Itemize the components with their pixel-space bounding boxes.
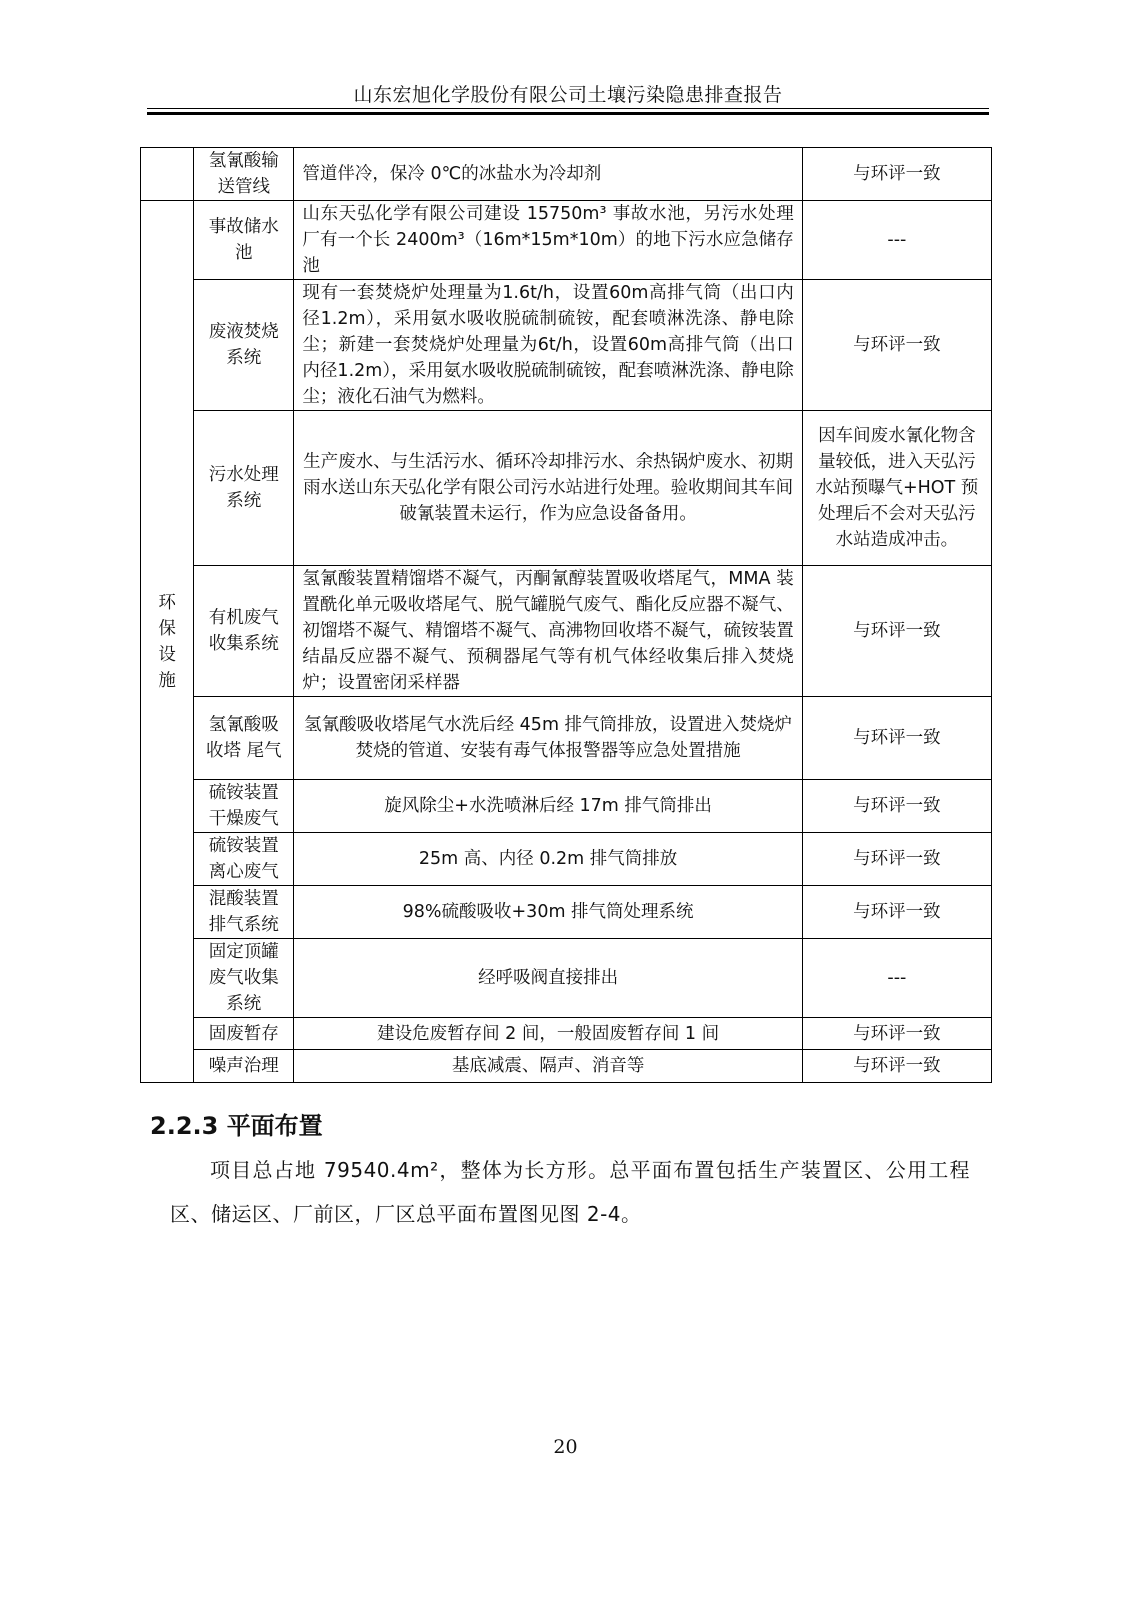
facility-description: 山东天弘化学有限公司建设 15750m³ 事故水池，另污水处理厂有一个长 2400m³（16m*15m*10m）的地下污水应急储存池 bbox=[294, 201, 802, 280]
facility-note: 与环评一致 bbox=[802, 1050, 991, 1083]
facility-name: 硫铵装置干燥废气 bbox=[194, 780, 294, 833]
table-row bbox=[141, 566, 992, 697]
facility-description: 98%硫酸吸收+30m 排气筒处理系统 bbox=[294, 886, 802, 939]
table-row bbox=[141, 1018, 992, 1050]
environmental-facilities-table bbox=[140, 147, 992, 1083]
facility-name: 混酸装置排气系统 bbox=[194, 886, 294, 939]
facility-note: 与环评一致 bbox=[802, 780, 991, 833]
facility-description: 氢氰酸装置精馏塔不凝气，丙酮氰醇装置吸收塔尾气，MMA 装置酰化单元吸收塔尾气、脱气罐脱气废气、酯化反应器不凝气、初馏塔不凝气、精馏塔不凝气、高沸物回收塔不凝气，硫铵装置结晶反应器不凝气、预稠器尾气等有机气体经收集后排入焚烧炉；设置密闭采样器 bbox=[294, 566, 802, 697]
facility-name: 硫铵装置离心废气 bbox=[194, 833, 294, 886]
facility-note: 与环评一致 bbox=[802, 697, 991, 780]
facility-description: 生产废水、与生活污水、循环冷却排污水、余热锅炉废水、初期雨水送山东天弘化学有限公司污水站进行处理。验收期间其车间破氰装置未运行，作为应急设备备用。 bbox=[294, 411, 802, 566]
facility-description: 管道伴冷，保冷 0℃的冰盐水为冷却剂 bbox=[294, 148, 802, 201]
facility-note: 与环评一致 bbox=[802, 280, 991, 411]
facility-description: 氢氰酸吸收塔尾气水洗后经 45m 排气筒排放，设置进入焚烧炉焚烧的管道、安装有毒气体报警器等应急处置措施 bbox=[294, 697, 802, 780]
facility-note: --- bbox=[802, 939, 991, 1018]
facility-description: 现有一套焚烧炉处理量为1.6t/h，设置60m高排气筒（出口内径1.2m），采用氨水吸收脱硫制硫铵，配套喷淋洗涤、静电除尘；新建一套焚烧炉处理量为6t/h，设置60m高排气筒（出口内径1.2m），采用氨水吸收脱硫制硫铵，配套喷淋洗涤、静电除尘；液化石油气为燃料。 bbox=[294, 280, 802, 411]
section-title: 2.2.3 平面布置 bbox=[150, 1112, 323, 1140]
table-row bbox=[141, 280, 992, 411]
facility-note: 因车间废水氰化物含量较低，进入天弘污水站预曝气+HOT 预处理后不会对天弘污水站造成冲击。 bbox=[802, 411, 991, 566]
page-header: 山东宏旭化学股份有限公司土壤污染隐患排查报告 bbox=[353, 84, 783, 106]
facility-name: 有机废气收集系统 bbox=[194, 566, 294, 697]
table-row bbox=[141, 697, 992, 780]
facility-description: 经呼吸阀直接排出 bbox=[294, 939, 802, 1018]
table-row bbox=[141, 939, 992, 1018]
facility-note: 与环评一致 bbox=[802, 566, 991, 697]
facility-description: 旋风除尘+水洗喷淋后经 17m 排气筒排出 bbox=[294, 780, 802, 833]
page-number: 20 bbox=[553, 1436, 578, 1458]
facility-description: 25m 高、内径 0.2m 排气筒排放 bbox=[294, 833, 802, 886]
table-row bbox=[141, 780, 992, 833]
facility-note: 与环评一致 bbox=[802, 833, 991, 886]
facility-name: 固废暂存 bbox=[194, 1018, 294, 1050]
facility-name: 废液焚烧系统 bbox=[194, 280, 294, 411]
category-label: 环保设施 bbox=[158, 592, 176, 691]
facility-name: 事故储水池 bbox=[194, 201, 294, 280]
facility-name: 氢氰酸吸收塔 尾气 bbox=[194, 697, 294, 780]
facility-note: 与环评一致 bbox=[802, 1018, 991, 1050]
facility-description: 基底减震、隔声、消音等 bbox=[294, 1050, 802, 1083]
facility-name: 固定顶罐废气收集系统 bbox=[194, 939, 294, 1018]
facility-name: 污水处理系统 bbox=[194, 411, 294, 566]
category-cell-empty bbox=[141, 148, 194, 201]
facility-name: 噪声治理 bbox=[194, 1050, 294, 1083]
table-row bbox=[141, 1050, 992, 1083]
facility-note: 与环评一致 bbox=[802, 886, 991, 939]
header-rule-thick bbox=[147, 112, 989, 115]
table-row bbox=[141, 201, 992, 280]
facility-name: 氢氰酸输送管线 bbox=[194, 148, 294, 201]
facility-note: --- bbox=[802, 201, 991, 280]
table-row bbox=[141, 833, 992, 886]
facility-description: 建设危废暂存间 2 间，一般固废暂存间 1 间 bbox=[294, 1018, 802, 1050]
table-row bbox=[141, 886, 992, 939]
table-row bbox=[141, 411, 992, 566]
table-row bbox=[141, 148, 992, 201]
section-paragraph: 项目总占地 79540.4m²，整体为长方形。总平面布置包括生产装置区、公用工程区、储运区、厂前区，厂区总平面布置图见图 2-4。 bbox=[170, 1158, 970, 1226]
facility-note: 与环评一致 bbox=[802, 148, 991, 201]
category-cell bbox=[141, 201, 194, 1083]
header-rule-thin bbox=[147, 108, 989, 109]
